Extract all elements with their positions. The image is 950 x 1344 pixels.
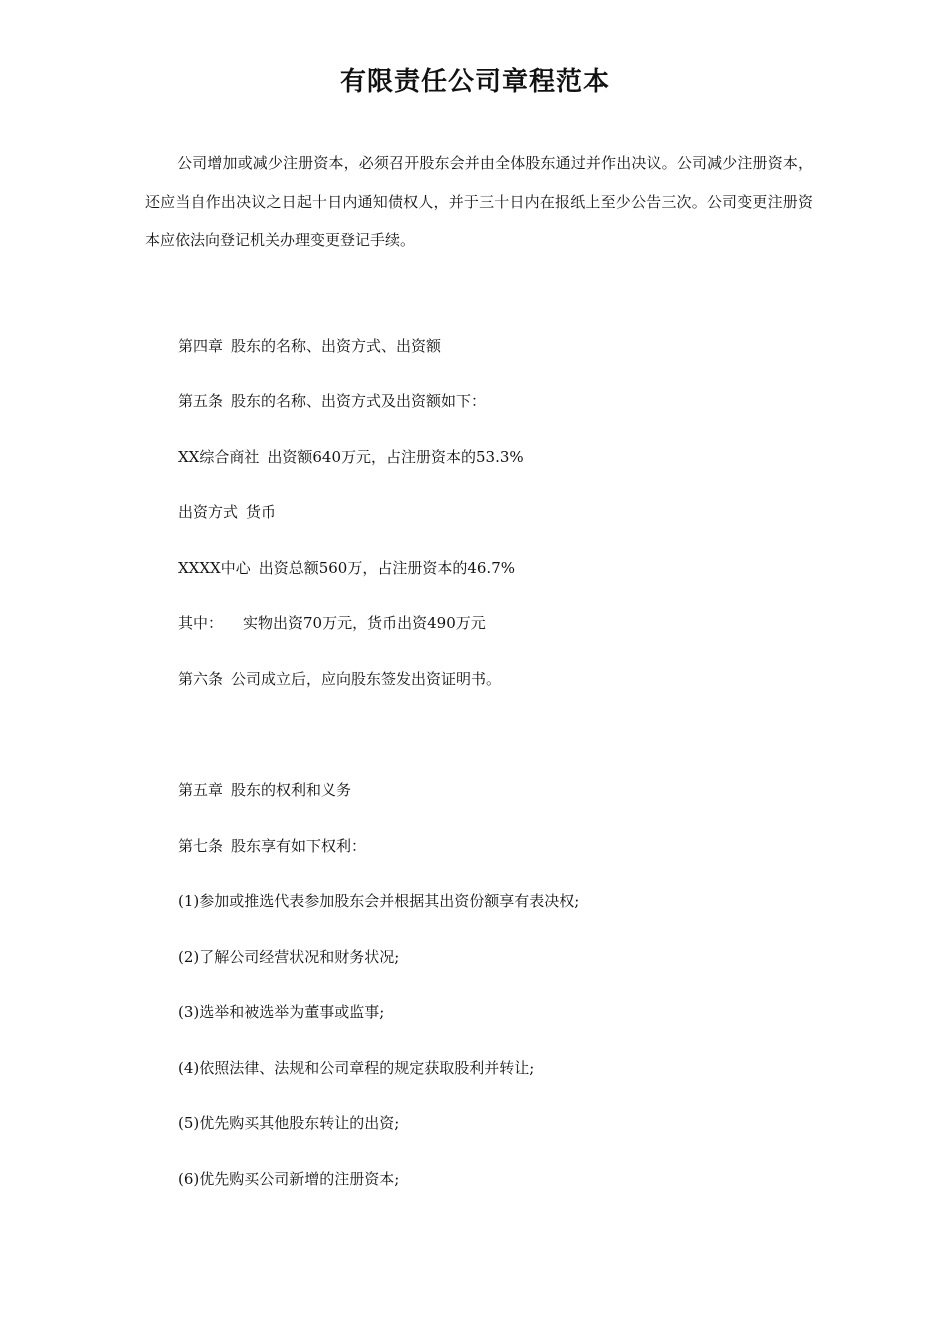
article-7	[178, 834, 366, 858]
article-6	[178, 667, 501, 691]
among-them-text: 实物出资70万元，货币出资490万元	[243, 614, 486, 632]
chapter-4-title: 股东的名称、出资方式、出资额	[231, 337, 442, 355]
shareholder-2-line	[178, 556, 515, 580]
shareholder-1-text: 出资额640万元，占注册资本的53.3%	[267, 448, 524, 466]
right-item-2: (2)了解公司经营状况和财务状况;	[178, 948, 400, 966]
document-title: 有限责任公司章程范本	[339, 67, 610, 97]
shareholder-2-name: XXXX中心	[178, 559, 251, 577]
right-item-6: (6)优先购买公司新增的注册资本;	[178, 1170, 400, 1188]
right-item-5: (5)优先购买其他股东转让的出资;	[178, 1114, 400, 1132]
article-5	[178, 389, 486, 413]
shareholder-1-line	[178, 445, 524, 469]
contribution-method-value: 货币	[246, 503, 277, 521]
among-them-label: 其中：	[178, 614, 224, 632]
chapter-4-heading	[178, 334, 441, 358]
article-5-label: 第五条	[178, 392, 224, 410]
article-7-label: 第七条	[178, 837, 224, 855]
chapter-4-label: 第四章	[178, 337, 224, 355]
intro-paragraph: 公司增加或减少注册资本，必须召开股东会并由全体股东通过并作出决议。公司减少注册资本，还应当自作出决议之日起十日内通知债权人，并于三十日内在报纸上至少公告三次。公司变更注册资本应依法向登记机关办理变更登记手续。	[145, 154, 813, 249]
shareholder-2-text: 出资总额560万，占注册资本的46.7%	[258, 559, 516, 577]
contribution-method-line	[178, 500, 276, 524]
article-6-text: 公司成立后，应向股东签发出资证明书。	[231, 670, 502, 688]
article-7-text: 股东享有如下权利：	[231, 837, 367, 855]
among-them-line	[178, 611, 486, 635]
contribution-method-label: 出资方式	[178, 503, 239, 521]
chapter-5-heading	[178, 778, 351, 802]
article-5-text: 股东的名称、出资方式及出资额如下：	[231, 392, 487, 410]
article-6-label: 第六条	[178, 670, 224, 688]
shareholder-1-name: XX综合商社	[178, 448, 260, 466]
right-item-1: (1)参加或推选代表参加股东会并根据其出资份额享有表决权;	[178, 892, 580, 910]
chapter-5-label: 第五章	[178, 781, 224, 799]
chapter-5-title: 股东的权利和义务	[231, 781, 352, 799]
right-item-4: (4)依照法律、法规和公司章程的规定获取股利并转让;	[178, 1059, 535, 1077]
right-item-3: (3)选举和被选举为董事或监事;	[178, 1003, 385, 1021]
